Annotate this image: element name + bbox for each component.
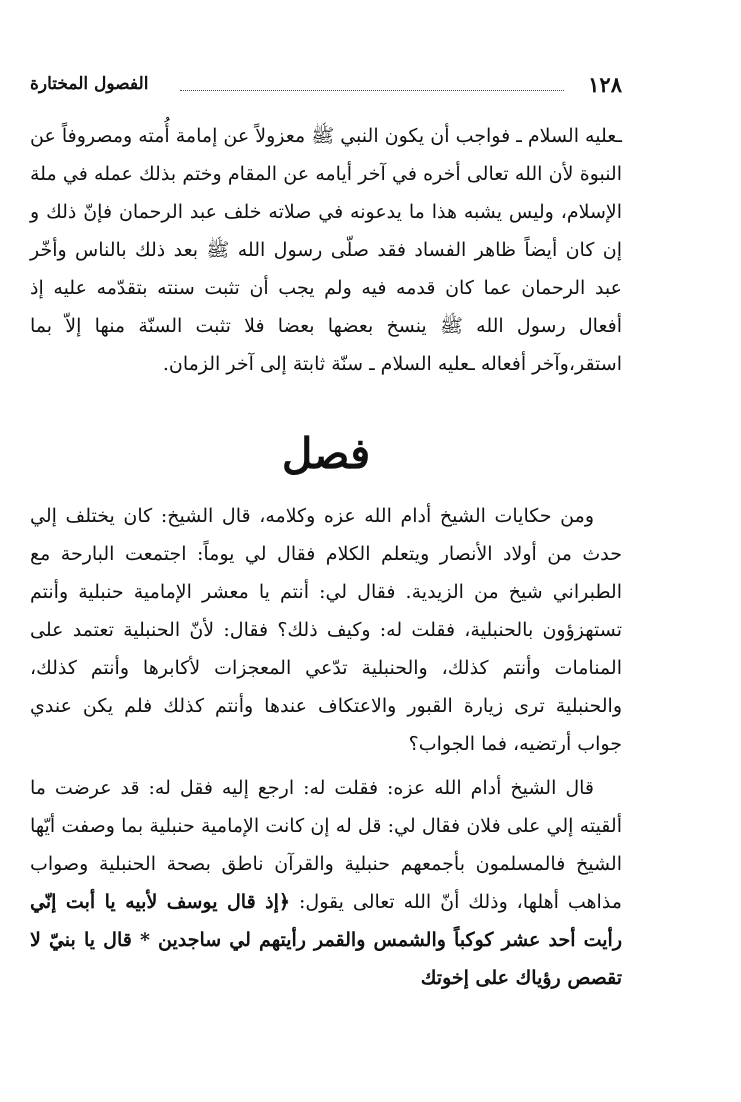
section-heading: فصل [281, 429, 371, 478]
section-two [30, 497, 622, 997]
section-one [30, 117, 622, 383]
page-number: ١٢٨ [588, 72, 622, 97]
page-header [30, 72, 622, 102]
running-title: الفصول المختارة [30, 74, 149, 94]
quran-quote: ﴿إذ قال يوسف لأبيه يا أبت إنّي رأيت أحد عشر كوكباً والشمس والقمر رأيتهم لي ساجدين * قال يا بنيّ لا تقصص رؤياك على إخوتك [30, 891, 622, 989]
paragraph-continuation: ـعليه السلام ـ فواجب أن يكون النبي ﷺ معزولاً عن إمامة أُمته ومصروفاً عن النبوة لأن الله تعالى أخره في آخر أيامه عن المقام وختم بذلك عمله في ملة الإسلام، وليس يشبه هذا ما يدعونه في صلاته خلف عبد الرحمان فإنّ ذلك و إن كان أيضاً ظاهر الفساد فقد صلّى رسول الله ﷺ بعد ذلك بالناس وأخّر عبد الرحمان عما كان قدمه فيه ولم يجب أن تثبت سنته بتقدّمه عليه إذ أفعال رسول الله ﷺ ينسخ بعضها بعضا فلا تثبت السنّة منها إلاّ بما استقر،وآخر أفعاله ـعليه السلام ـ سنّة ثابتة إلى آخر الزمان. [30, 125, 622, 375]
paragraph-answer [30, 769, 622, 997]
answer-text: قال الشيخ أدام الله عزه: فقلت له: ارجع إليه فقل له: قد عرضت ما ألقيته إلي على فلان فقال لي: قل له إن كانت الإمامية حنبلية بما وصفت أيّها الشيخ فالمسلمون بأجمعهم حنبلية والقرآن ناطق بصحة الحنبلية وصواب مذاهب أهلها، وذلك أنّ الله تعالى يقول: [30, 777, 622, 913]
paragraph-story: ومن حكايات الشيخ أدام الله عزه وكلامه، قال الشيخ: كان يختلف إلي حدث من أولاد الأنصار ويتعلم الكلام فقال لي يوماً: اجتمعت البارحة مع الطبراني شيخ من الزيدية. فقال لي: أنتم يا معشر الإمامية حنبلية وأنتم تستهزؤون بالحنبلية، فقلت له: وكيف ذلك؟ فقال: لأنّ الحنبلية تعتمد على المنامات وأنتم كذلك، والحنبلية تدّعي المعجزات لأكابرها وأنتم كذلك، والحنبلية ترى زيارة القبور والاعتكاف عندها وأنتم كذلك فلم يكن عندي جواب أرتضيه، فما الجواب؟ [30, 505, 622, 755]
header-dotted-leader [180, 90, 564, 91]
